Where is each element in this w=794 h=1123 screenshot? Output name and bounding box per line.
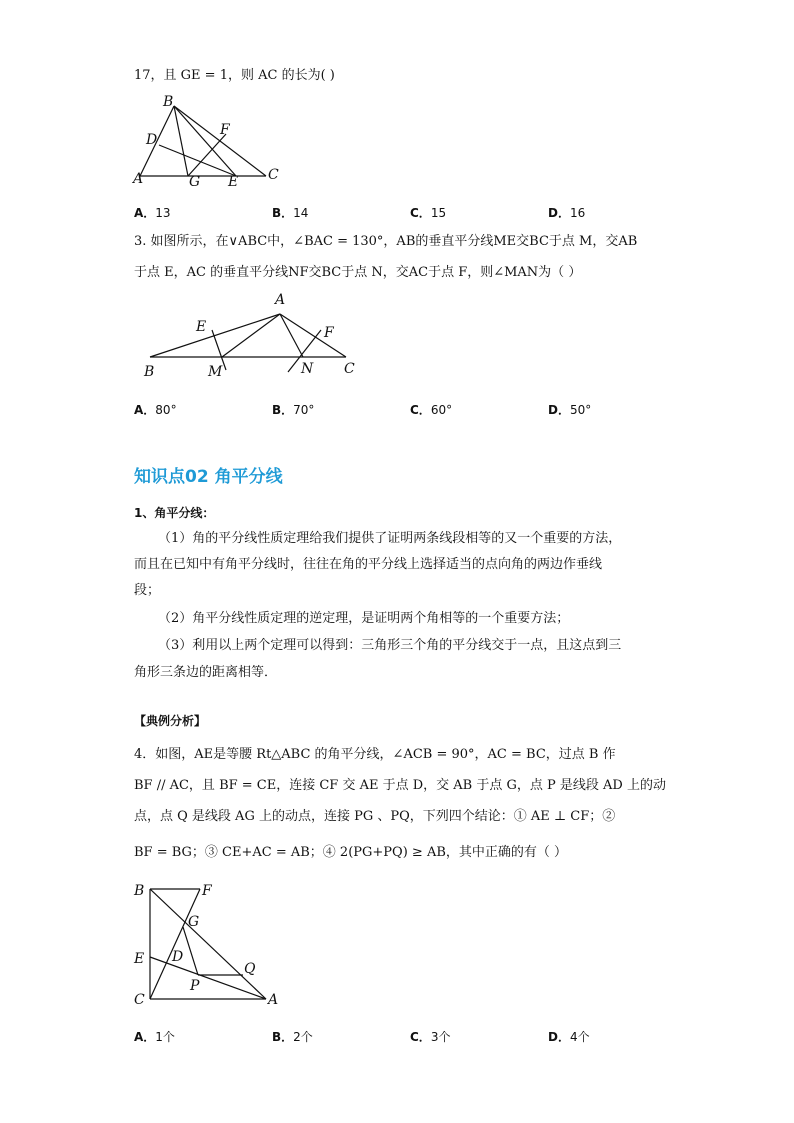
q3-option-d[interactable]: D．50° [548, 403, 592, 417]
q2-label-a: A [133, 171, 144, 187]
q2-label-g: G [189, 174, 201, 190]
q2-label-f: F [220, 122, 230, 138]
q3-label-b: B [144, 364, 155, 380]
para-1-line-1: （1）角的平分线性质定理给我们提供了证明两条线段相等的又一个重要的方法， [158, 531, 622, 546]
q2-option-a[interactable]: A．13 [134, 206, 171, 220]
q4-line-4: BF = BG；③ CE+AC = AB；④ 2(PG+PQ) ≥ AB，其中正确的有（ ） [134, 845, 568, 860]
q3-seg-ab [150, 314, 280, 357]
para-1-line-2: 而且在已知中有角平分线时，往往在角的平分线上选择适当的点向角的两边作垂线 [134, 557, 603, 572]
q3-line-2: 于点 E，AC 的垂直平分线NF交BC于点 N，交AC于点 F，则∠MAN为（ ） [134, 265, 582, 280]
q4-seg-ba [150, 889, 266, 999]
q4-label-f: F [202, 883, 212, 899]
q3-option-b[interactable]: B．70° [272, 403, 315, 417]
q2-label-e: E [228, 174, 239, 190]
q2-option-d[interactable]: D．16 [548, 206, 586, 220]
q3-label-e: E [196, 319, 207, 335]
para-3-line-1: （3）利用以上两个定理可以得到：三角形三个角的平分线交于一点，且这点到三 [158, 638, 622, 653]
example-title: 【典例分析】 [134, 714, 207, 728]
q2-seg-bg [174, 106, 188, 176]
para-2: （2）角平分线性质定理的逆定理，是证明两个角相等的一个重要方法； [158, 611, 570, 626]
q3-label-a: A [275, 292, 286, 308]
para-1-line-3: 段； [134, 583, 161, 598]
q4-label-q: Q [244, 961, 256, 977]
q2-stem-tail: 17，且 GE = 1，则 AC 的长为( ) [134, 68, 335, 83]
q4-option-c[interactable]: C．3个 [410, 1030, 451, 1044]
q4-line-1: 4．如图，AE是等腰 Rt△ABC 的角平分线，∠ACB = 90°，AC = BC，过点 B 作 [134, 747, 616, 762]
q3-seg-an [280, 314, 303, 357]
q4-label-e: E [134, 951, 145, 967]
q3-figure [136, 290, 366, 382]
q3-seg-ac [280, 314, 346, 357]
q2-label-d: D [146, 132, 158, 148]
q4-label-b: B [134, 883, 145, 899]
q4-seg-gp [183, 927, 198, 975]
q4-line-2: BF // AC，且 BF = CE，连接 CF 交 AE 于点 D，交 AB 于点 G，点 P 是线段 AD 上的动 [134, 778, 666, 793]
q4-label-g: G [188, 914, 200, 930]
q3-option-a[interactable]: A．80° [134, 403, 177, 417]
q3-label-c: C [344, 361, 355, 377]
section-subtitle: 1、角平分线： [134, 506, 215, 520]
q3-label-m: M [208, 364, 223, 380]
q4-label-a: A [268, 992, 279, 1008]
q4-figure [126, 875, 291, 1010]
q4-label-d: D [172, 949, 184, 965]
q4-option-b[interactable]: B．2个 [272, 1030, 313, 1044]
q3-line-1: 3. 如图所示，在∨ABC中，∠BAC = 130°，AB的垂直平分线ME交BC于点 M，交AB [134, 234, 638, 249]
q2-seg-be [174, 106, 236, 176]
q2-option-c[interactable]: C．15 [410, 206, 447, 220]
q4-label-c: C [134, 992, 145, 1008]
q4-line-3: 点，点 Q 是线段 AG 上的动点，连接 PG 、PQ，下列四个结论：① AE ⊥ CF；② [134, 809, 616, 824]
q4-option-d[interactable]: D．4个 [548, 1030, 590, 1044]
q2-label-b: B [163, 94, 174, 110]
q2-label-c: C [268, 167, 279, 183]
q3-label-f: F [324, 325, 334, 341]
q3-seg-am [222, 314, 280, 357]
q2-figure [126, 92, 296, 192]
q2-option-b[interactable]: B．14 [272, 206, 309, 220]
q4-option-a[interactable]: A．1个 [134, 1030, 175, 1044]
q3-option-c[interactable]: C．60° [410, 403, 453, 417]
q4-label-p: P [190, 978, 200, 994]
q2-seg-de [159, 145, 236, 176]
para-3-line-2: 角形三条边的距离相等． [134, 665, 278, 680]
q3-label-n: N [301, 361, 314, 377]
section-title: 知识点02 角平分线 [134, 467, 283, 487]
